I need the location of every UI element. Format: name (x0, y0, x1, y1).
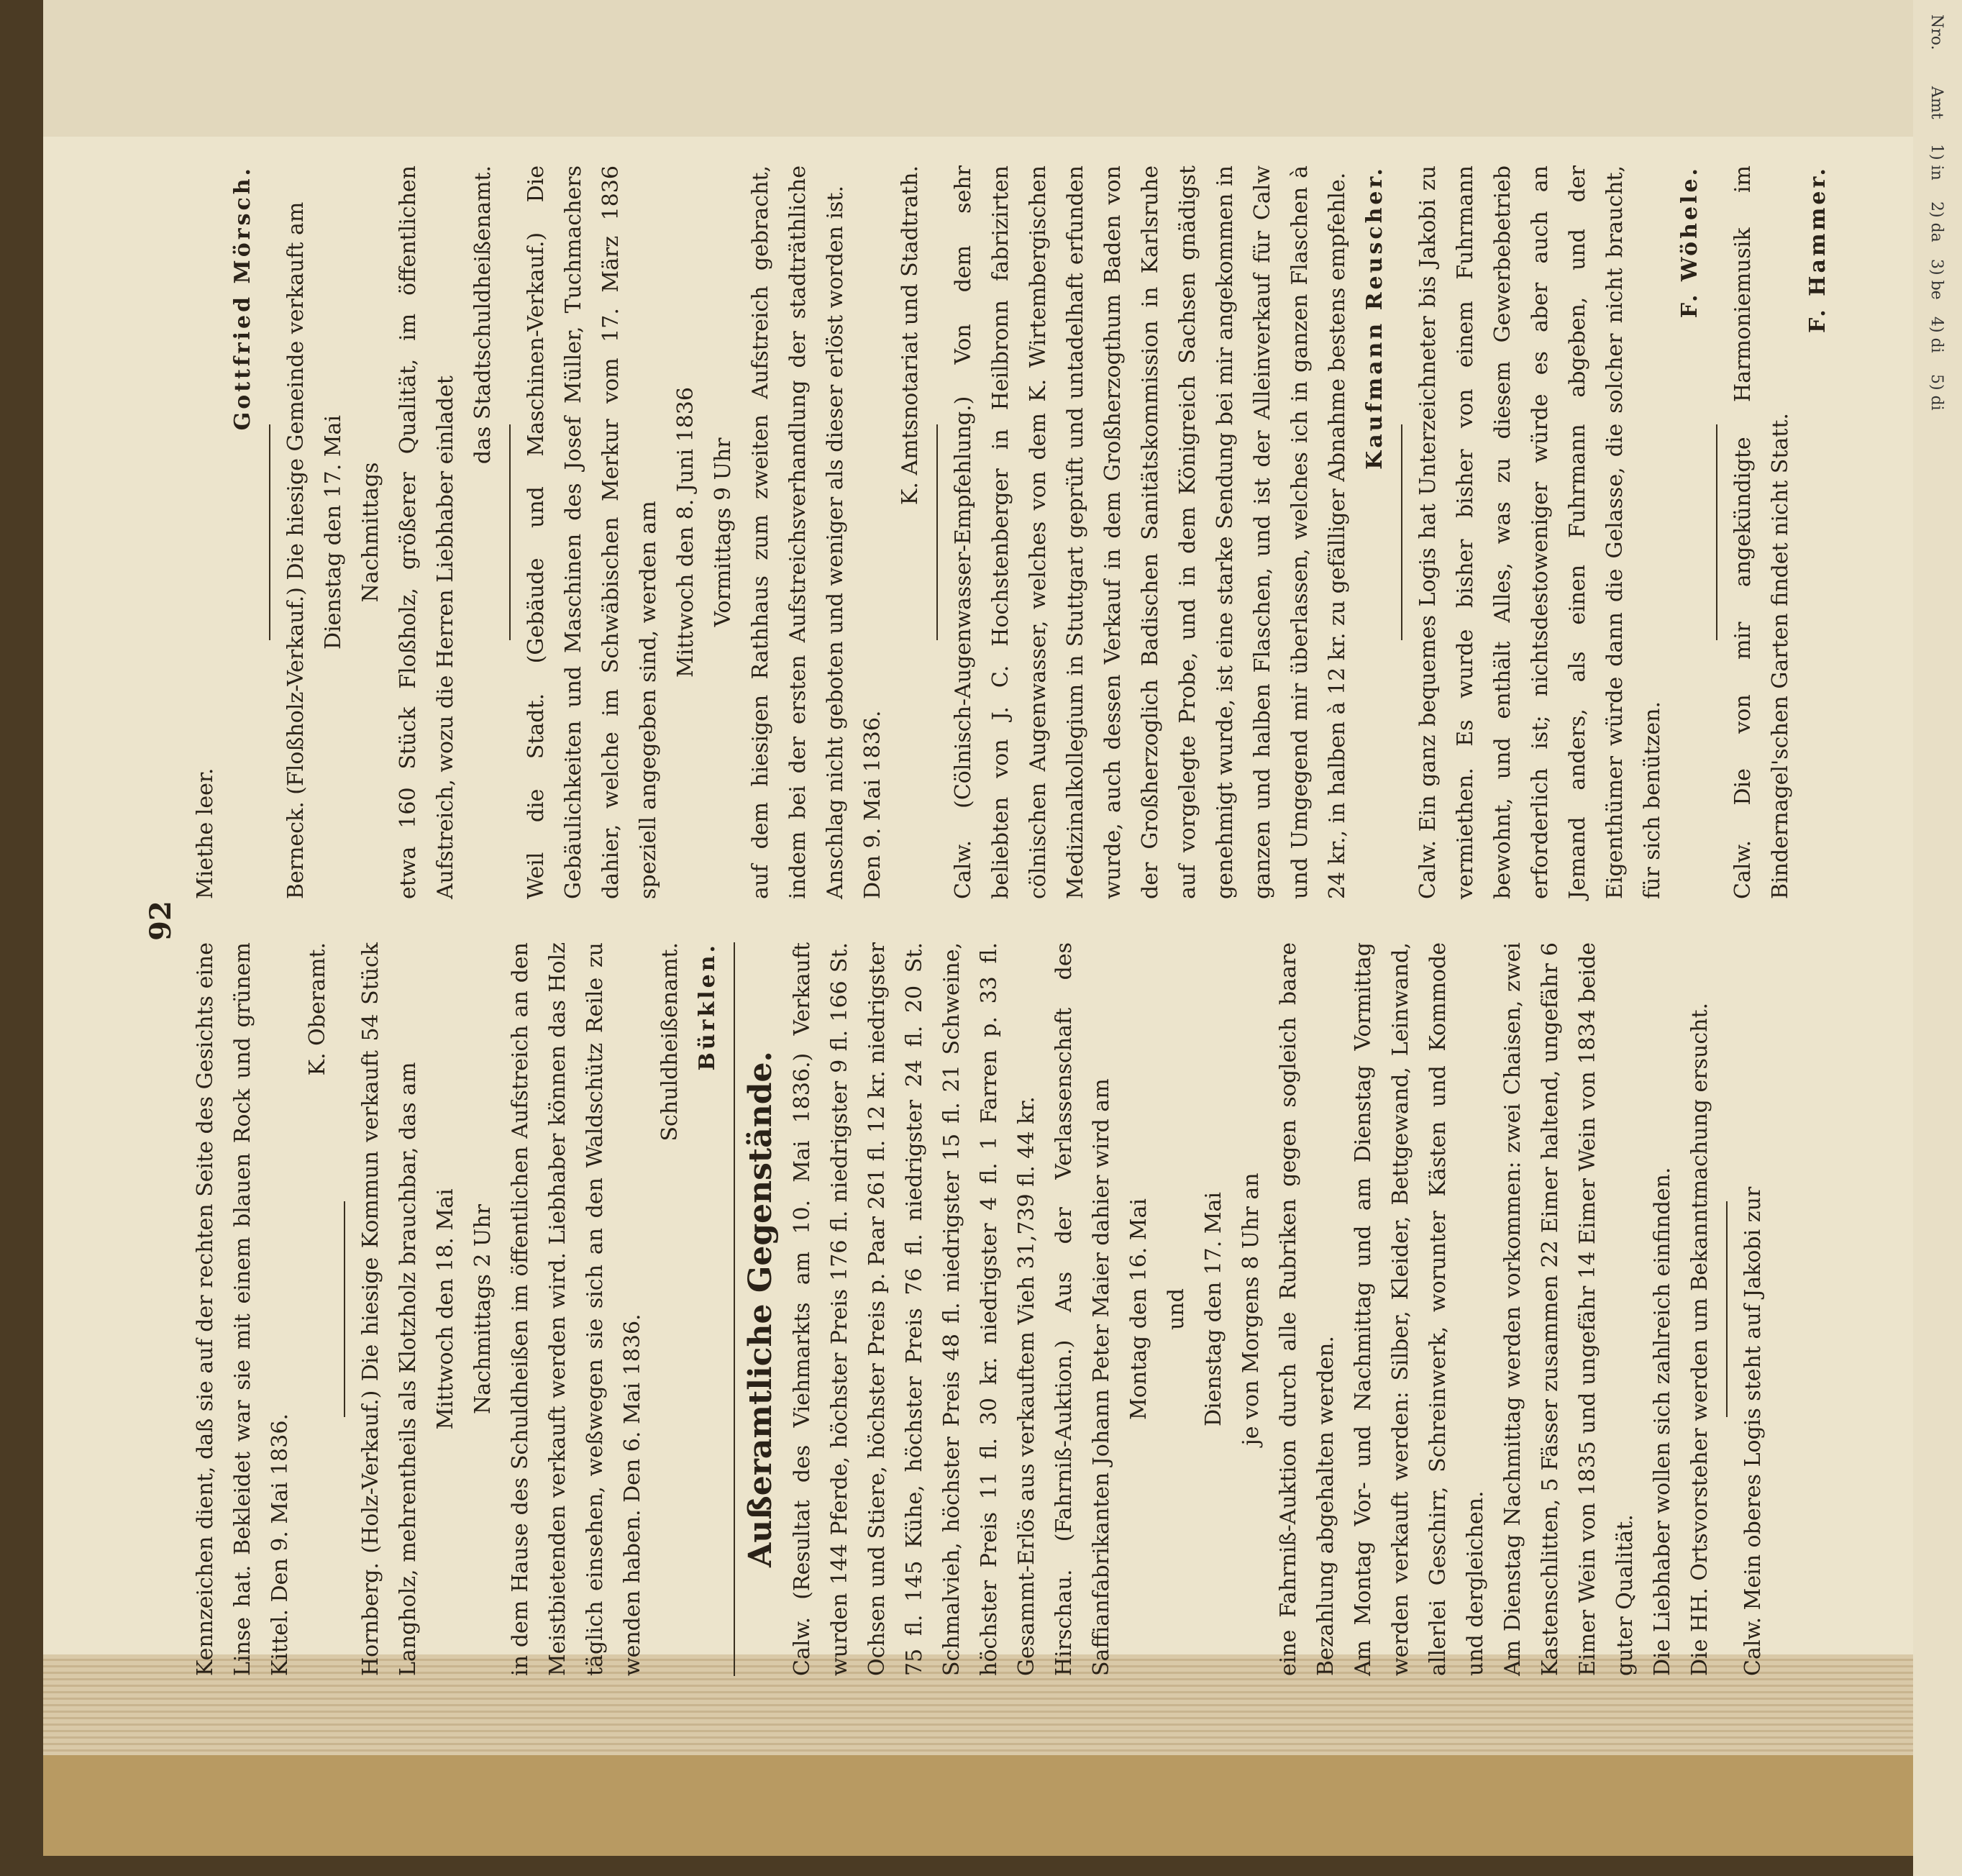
facing-text: 2) da (1927, 201, 1945, 242)
notice-text: Hornberg. (Holz-Verkauf.) Die hiesige Kommun verkauft 54 Stück Langholz, mehrentheils als Klotzholz brauchbar, das am (358, 942, 421, 1676)
facing-text: 5) di (1927, 374, 1945, 411)
divider (344, 1201, 345, 1417)
date-line: Dienstag den 17. Mai (1201, 1191, 1226, 1427)
notice-text: etwa 160 Stück Floßholz, größerer Qualität, im öffentlichen Aufstreich, wozu die Herren Liebhaber einladet (396, 165, 458, 899)
divider (269, 424, 270, 640)
notice-text: in dem Hause des Schuldheißen im öffentlichen Aufstreich an den Meistbietenden verkauft werden wird. Liebhaber können das Holz täglich einsehen, weßwegen sie sich an den Waldschütz Reile zu wenden haben. Den 6. Mai 1836. (508, 942, 645, 1676)
notice-text: Berneck. (Floßholz-Verkauf.) Die hiesige Gemeinde verkauft am (283, 201, 309, 899)
divider (734, 942, 735, 1676)
facing-text: 4) di (1927, 317, 1945, 353)
book-gutter (43, 0, 1913, 139)
signature: Gottfried Mörsch. (230, 165, 255, 431)
section-heading: Außeramtliche Gegenstände. (742, 1051, 779, 1567)
signature: das Stadtschuldheißenamt. (470, 165, 496, 465)
time-line: Nachmittags 2 Uhr (470, 1204, 496, 1415)
notice-text: Calw. Ein ganz bequemes Logis hat Unterzeichneter bis Jakobi zu vermiethen. Es wurde bisher bisher von einem Fuhrmann bewohnt, und enthält Alles, was zu diesem Gewerbebetrieb erforderlich ist; nichtsdestoweniger würde es aber auch an Jemand anders, als einen Fuhrmann abgeben, und der Eigenthümer würde dann die Gelasse, die solcher nicht braucht, für sich benützen. (1415, 165, 1665, 899)
signature: F. Wöhele. (1677, 165, 1702, 319)
notice-text: Die HH. Ortsvorsteher werden um Bekanntmachung ersucht. (1687, 1002, 1712, 1676)
signature: K. Oberamt. (305, 942, 330, 1076)
signature: F. Hammer. (1805, 165, 1830, 334)
notice-text: Calw. Die von mir angekündigte Harmoniemusik im Bindernagel'schen Garten findet nicht Statt. (1730, 165, 1793, 899)
right-column (187, 165, 1837, 899)
left-column (187, 942, 1772, 1676)
divider (936, 424, 938, 640)
divider (1716, 424, 1717, 640)
time-line: Vormittags 9 Uhr (711, 437, 736, 627)
divider (1726, 1201, 1728, 1417)
date-line: Mittwoch den 18. Mai (433, 1188, 458, 1430)
divider (509, 424, 511, 640)
signature: K. Amtsnotariat und Stadtrath. (898, 165, 923, 506)
printed-page (144, 165, 1942, 1676)
notice-text: Miethe leer. (193, 768, 218, 899)
notice-text: Am Montag Vor- und Nachmittag und am Dienstag Vormittag werden verkauft werden: Silber, Kleider, Bettgewand, Leinwand, allerlei Geschirr, Schreinwerk, worunter Kästen und Kommode und dergleichen. (1351, 942, 1488, 1676)
signature: Schuldheißenamt. (657, 942, 683, 1142)
date-line: und (1164, 1288, 1189, 1330)
facing-text: Nro. (1927, 14, 1945, 50)
notice-text: Kennzeichen dient, daß sie auf der rechten Seite des Gesichts eine Linse hat. Bekleidet war sie mit einem blauen Rock und grünem Kittel. Den 9. Mai 1836. (193, 942, 293, 1676)
marbled-cover (43, 1755, 1913, 1856)
notice-text: Calw. (Resultat des Viehmarkts am 10. Mai 1836.) Verkauft wurden 144 Pferde, höchster Preis 176 fl. niedrigster 9 fl. 166 St. Ochsen und Stiere, höchster Preis p. Paar 261 fl. 12 kr. niedrigster 75 fl. 145 Kühe, höchster Preis 76 fl. niedrigster 24 fl. 20 St. Schmalvieh, höchster Preis 48 fl. niedrigster 15 fl. 21 Schweine, höchster Preis 11 fl. 30 kr. niedrigster 4 fl. 1 Farren p. 33 fl. Gesammt-Erlös aus verkauftem Vieh 31,739 fl. 44 kr. (790, 942, 1039, 1676)
page-number: 92 (144, 901, 178, 941)
date-line: Den 9. Mai 1836. (860, 710, 885, 899)
notice-text: auf dem hiesigen Rathhaus zum zweiten Aufstreich gebracht, indem bei der ersten Aufstreichsverhandlung der stadträthliche Anschlag nicht geboten und weniger als dieser erlöst worden ist. (748, 165, 848, 899)
date-line: Dienstag den 17. Mai (321, 414, 346, 650)
date-line: Mittwoch den 8. Juni 1836 (673, 387, 698, 678)
notice-text: Calw. Mein oberes Logis steht auf Jakobi zur (1740, 1186, 1766, 1676)
facing-text: Amt (1927, 86, 1945, 119)
signature: Kaufmann Reuscher. (1362, 165, 1387, 470)
time-line: je von Morgens 8 Uhr an (1238, 1172, 1264, 1446)
notice-text: eine Fahrniß-Auktion durch alle Rubriken gegen sogleich baare Bezahlung abgehalten werden. (1276, 942, 1338, 1676)
time-line: Nachmittags (358, 462, 383, 603)
date-line: Montag den 16. Mai (1126, 1198, 1151, 1421)
signature: Bürklen. (695, 942, 720, 1071)
notice-text: Calw. (Cölnisch-Augenwasser-Empfehlung.) Von dem sehr beliebten von J. C. Hochstenberger in Heilbronn fabrizirten cölnischen Augenwasser, welches von dem K. Wirtembergischen Medizinalkollegium in Stuttgart geprüft und untadelhaft erfunden wurde, auch dessen Verkauf in dem Großherzogthum Baden von der Großherzoglich Badischen Sanitätskommission in Karlsruhe auf vorgelegte Probe, und in dem Königreich Sachsen gnädigst genehmigt wurde, ist eine starke Sendung bei mir angekommen in ganzen und halben Flaschen, und ist der Alleinverkauf für Calw und Umgegend mir überlassen, welches ich in ganzen Flaschen à 24 kr., in halben à 12 kr. zu gefälliger Abnahme bestens empfehle. (951, 165, 1350, 899)
notice-text: Weil die Stadt. (Gebäude und Maschinen-Verkauf.) Die Gebäulichkeiten und Maschinen des Josef Müller, Tuchmachers dahier, welche im Schwäbischen Merkur vom 17. März 1836 speziell angegeben sind, werden am (524, 165, 661, 899)
divider (1401, 424, 1402, 640)
notice-text: Hirschau. (Fahrniß-Auktion.) Aus der Verlassenschaft des Saffianfabrikanten Johann Peter Maier dahier wird am (1051, 942, 1114, 1676)
notice-text: Am Dienstag Nachmittag werden vorkommen: zwei Chaisen, zwei Kastenschlitten, 5 Fässer zusammen 22 Eimer haltend, ungefähr 6 Eimer Wein von 1835 und ungefähr 14 Eimer Wein von 1834 beide guter Qualität. (1500, 942, 1638, 1676)
facing-text: 3) be (1927, 259, 1945, 300)
notice-text: Die Liebhaber wollen sich zahlreich einfinden. (1650, 1167, 1675, 1676)
facing-text: 1) in (1927, 144, 1945, 181)
